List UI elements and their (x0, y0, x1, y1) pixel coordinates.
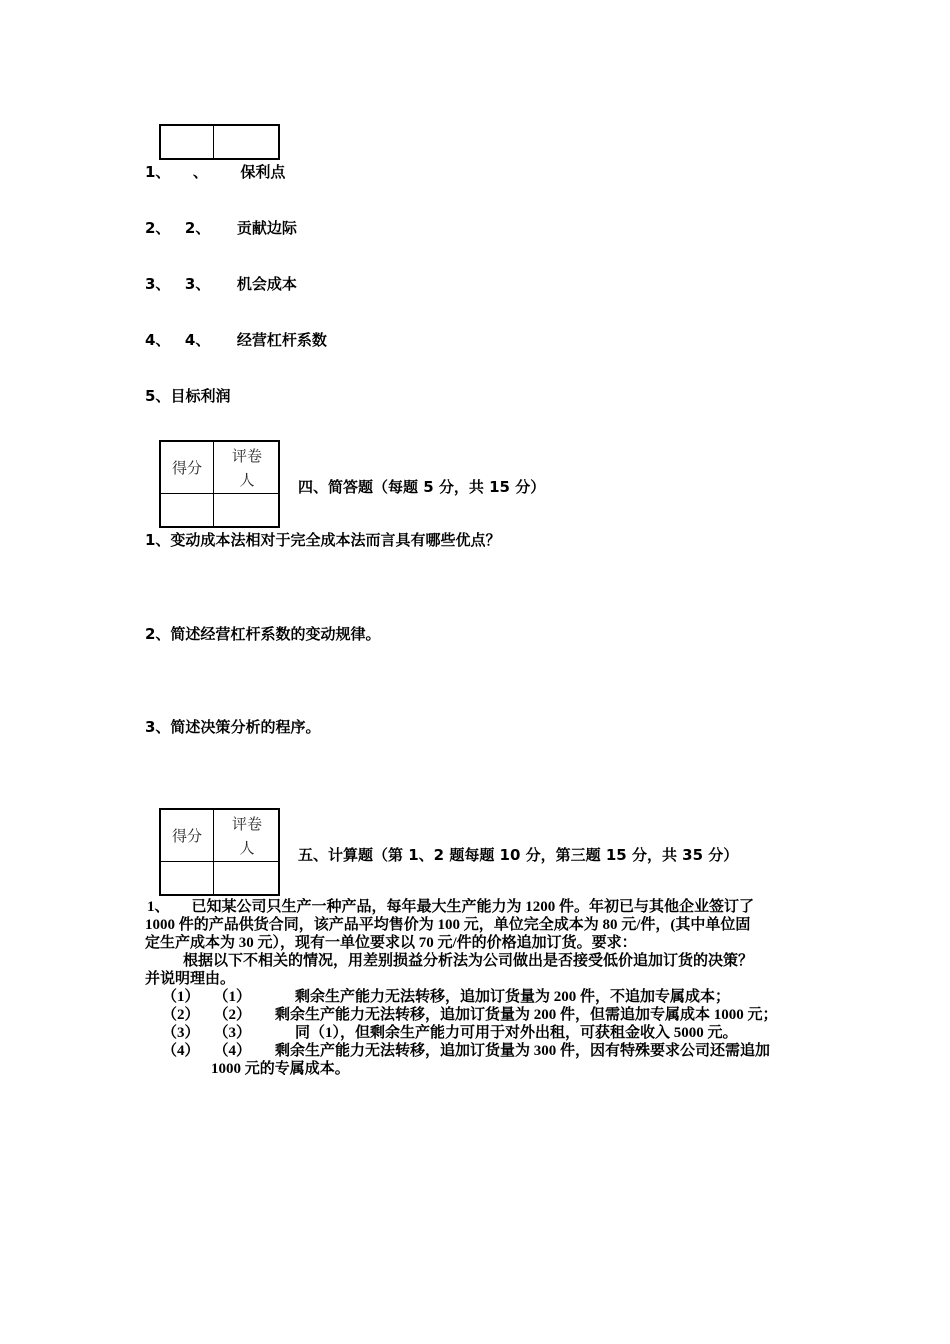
grader-label-line1: 评卷 (231, 815, 262, 833)
section4-title: 四、简答题（每题 5 分，共 15 分） (298, 478, 546, 496)
score-box-row-divider (161, 493, 278, 494)
term-number: 3、 (145, 275, 171, 293)
term-number: 4、 (145, 331, 171, 349)
grader-label-line2: 人 (239, 839, 255, 857)
term-label: 保利点 (240, 163, 286, 181)
term-label: 经营杠杆系数 (236, 331, 327, 349)
case-number: （2） (162, 1007, 200, 1023)
score-box-section4 (159, 440, 280, 528)
term-number: 1、 (145, 163, 171, 181)
score-box-divider (213, 126, 214, 158)
term-item-2 (145, 217, 297, 238)
calc-q1-line2: 1000 件的产品供货合同，该产品平均售价为 100 元，单位完全成本为 80 元/件，(其中单位固 (145, 917, 751, 933)
term-number: 2、 (145, 219, 171, 237)
case-subnumber: （4） (213, 1043, 252, 1059)
calc-q1-line3: 定生产成本为 30 元），现有一单位要求以 70 元/件的价格追加订货。要求： (145, 935, 637, 951)
term-subnumber: 3、 (184, 275, 211, 293)
term-subnumber: 2、 (184, 219, 211, 237)
calc-case-4-continued: 1000 元的专属成本。 (211, 1061, 350, 1077)
grader-label-line1: 评卷 (231, 447, 262, 465)
term-subnumber: 4、 (184, 331, 211, 349)
question-text: 已知某公司只生产一种产品，每年最大生产能力为 1200 件。年初已与其他企业签订了 (191, 899, 755, 915)
case-number: （1） (162, 989, 200, 1005)
term-item-4 (145, 329, 327, 350)
case-subnumber: （1） (213, 989, 252, 1005)
case-text: 剩余生产能力无法转移，追加订货量为 200 件，但需追加专属成本 1000 元； (275, 1007, 778, 1023)
calc-case-2 (162, 1006, 778, 1024)
case-subnumber: （3） (213, 1025, 252, 1041)
calc-case-4 (162, 1042, 770, 1060)
section4-question-3: 3、简述决策分析的程序。 (145, 718, 321, 736)
case-text: 同（1），但剩余生产能力可用于对外出租，可获租金收入 5000 元。 (295, 1025, 738, 1041)
term-subnumber: 、 (192, 163, 208, 181)
term-item-3 (145, 273, 297, 294)
case-text: 剩余生产能力无法转移，追加订货量为 200 件，不追加专属成本； (295, 989, 731, 1005)
grader-label-line2: 人 (239, 471, 255, 489)
term-label: 目标利润 (170, 387, 231, 405)
case-subnumber: （2） (213, 1007, 252, 1023)
term-item-5 (145, 385, 230, 406)
score-box-top (159, 124, 280, 160)
question-number: 1、 (147, 899, 170, 915)
term-label: 机会成本 (236, 275, 297, 293)
calc-q1-line4: 根据以下不相关的情况，用差别损益分析法为公司做出是否接受低价追加订货的决策？ (183, 953, 754, 969)
case-number: （3） (162, 1025, 200, 1041)
score-label: 得分 (171, 827, 202, 845)
term-number: 5、 (145, 387, 171, 405)
calc-q1-line5: 并说明理由。 (145, 971, 236, 987)
calc-case-3 (162, 1024, 738, 1042)
section4-question-2: 2、简述经营杠杆系数的变动规律。 (145, 625, 381, 643)
term-label: 贡献边际 (236, 219, 297, 237)
case-text: 剩余生产能力无法转移，追加订货量为 300 件，因有特殊要求公司还需追加 (275, 1043, 771, 1059)
case-number: （4） (162, 1043, 200, 1059)
score-label: 得分 (171, 459, 202, 477)
section5-title: 五、计算题（第 1、2 题每题 10 分，第三题 15 分，共 35 分） (298, 846, 739, 864)
score-box-row-divider (161, 861, 278, 862)
term-item-1 (145, 161, 285, 182)
score-box-section5 (159, 808, 280, 896)
section4-question-1: 1、变动成本法相对于完全成本法而言具有哪些优点？ (145, 531, 501, 549)
calc-q1-line1 (147, 898, 754, 916)
calc-case-1 (162, 988, 730, 1006)
